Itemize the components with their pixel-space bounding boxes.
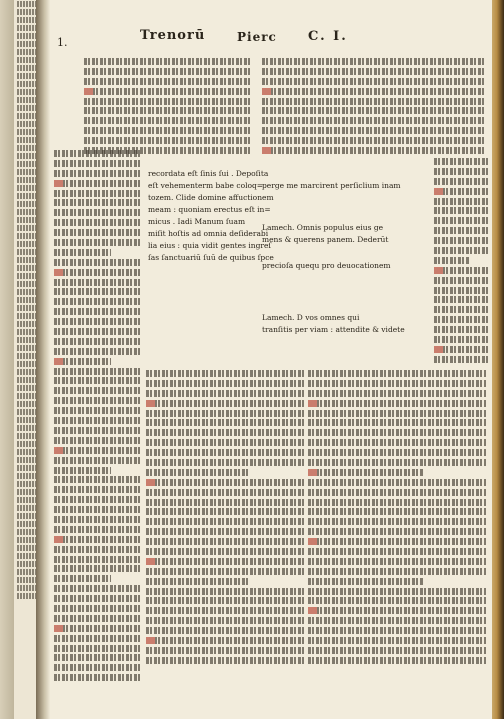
gloss-line	[146, 449, 304, 456]
previous-page-line	[17, 289, 38, 295]
gloss-line	[308, 400, 486, 407]
gloss-line	[54, 674, 142, 681]
gloss-line	[84, 88, 252, 95]
gloss-line	[84, 58, 252, 65]
previous-page-line	[17, 113, 38, 119]
gloss-line	[54, 536, 142, 543]
previous-page-line	[17, 305, 38, 311]
gloss-line	[54, 318, 142, 325]
previous-page-line	[17, 497, 38, 503]
previous-page-line	[17, 241, 38, 247]
previous-page-line	[17, 81, 38, 87]
gloss-line	[434, 178, 488, 185]
top-gloss-left	[84, 58, 252, 158]
gloss-line	[54, 506, 142, 513]
previous-page-line	[17, 481, 38, 487]
gloss-line	[308, 459, 486, 466]
gloss-line	[308, 370, 486, 377]
previous-page-line	[17, 137, 38, 143]
previous-page-line	[17, 9, 38, 15]
gloss-line	[308, 439, 486, 446]
previous-page-line	[17, 473, 38, 479]
gloss-line	[54, 447, 142, 454]
gloss-line	[54, 625, 142, 632]
lower-gloss-left	[146, 370, 304, 670]
right-text-line: Lamech. D vos omnes qui	[262, 313, 360, 322]
gloss-line	[54, 585, 142, 592]
previous-page-line	[17, 369, 38, 375]
gloss-line	[434, 316, 488, 323]
page-left-edge	[0, 0, 14, 719]
gloss-line	[262, 68, 484, 75]
gloss-line	[54, 150, 142, 157]
previous-page-line	[17, 433, 38, 439]
previous-page-line	[17, 345, 38, 351]
previous-page-line	[17, 209, 38, 215]
gloss-line	[54, 239, 142, 246]
previous-page-line	[17, 449, 38, 455]
gloss-line	[146, 578, 249, 585]
previous-page-line	[17, 561, 38, 567]
gloss-line	[54, 407, 142, 414]
main-text-line: lia eius : quia vidit gentes ingreſ	[148, 241, 272, 250]
gloss-line	[434, 188, 488, 195]
gloss-line	[146, 429, 304, 436]
gloss-line	[84, 137, 252, 144]
book-gutter	[36, 0, 50, 719]
previous-page-line	[17, 489, 38, 495]
gloss-line	[308, 469, 424, 476]
main-text-line: recordata eſt ſinis ſui . Depoſita	[148, 169, 269, 178]
previous-page-line	[17, 41, 38, 47]
gloss-line	[434, 227, 488, 234]
gloss-line	[308, 479, 486, 486]
lower-gloss-right	[308, 370, 486, 670]
gloss-line	[54, 209, 142, 216]
gloss-line	[54, 259, 142, 266]
previous-page-line	[17, 313, 38, 319]
gloss-line	[54, 358, 111, 365]
gloss-line	[308, 568, 486, 575]
running-header	[50, 28, 492, 48]
previous-page-line	[17, 537, 38, 543]
gloss-line	[308, 499, 486, 506]
gloss-line	[308, 419, 486, 426]
gloss-line	[146, 400, 304, 407]
gloss-line	[54, 486, 142, 493]
gloss-line	[84, 78, 252, 85]
previous-page-line	[17, 401, 38, 407]
gloss-line	[308, 429, 486, 436]
main-text-line: tozem. Clide domine affuctionem	[148, 193, 274, 202]
previous-page-line	[17, 161, 38, 167]
previous-page-line	[17, 361, 38, 367]
gloss-line	[262, 107, 484, 114]
gloss-line	[54, 328, 142, 335]
gloss-line	[146, 459, 304, 466]
gloss-line	[54, 348, 142, 355]
gloss-line	[146, 410, 304, 417]
gloss-line	[84, 107, 252, 114]
previous-page-line	[17, 457, 38, 463]
previous-page-line	[17, 25, 38, 31]
right-text-line: mens & querens panem. Dederūt	[262, 235, 389, 244]
gloss-line	[54, 556, 142, 563]
previous-page-line	[17, 521, 38, 527]
previous-page-line	[17, 465, 38, 471]
gloss-line	[308, 637, 486, 644]
gloss-line	[434, 287, 488, 294]
gloss-line	[54, 170, 142, 177]
previous-page-line	[17, 321, 38, 327]
gloss-line	[434, 356, 488, 363]
previous-page-line	[17, 377, 38, 383]
gloss-line	[54, 615, 142, 622]
gloss-line	[54, 575, 111, 582]
gloss-line	[262, 88, 484, 95]
header-right: C. I.	[308, 29, 348, 44]
previous-page-line	[17, 577, 38, 583]
previous-page-line	[17, 353, 38, 359]
main-text-line: micus . Iadi Manum ſuam	[148, 217, 246, 226]
gloss-line	[434, 326, 488, 333]
gloss-line	[146, 469, 249, 476]
right-text-column	[262, 180, 430, 336]
gloss-line	[308, 538, 486, 545]
gloss-line	[54, 605, 142, 612]
gloss-line	[308, 607, 486, 614]
gloss-line	[54, 377, 142, 384]
gloss-line	[146, 597, 304, 604]
previous-page-line	[17, 385, 38, 391]
previous-page-line	[17, 585, 38, 591]
previous-page-line	[17, 129, 38, 135]
previous-page-line	[17, 417, 38, 423]
gloss-line	[308, 380, 486, 387]
main-text-line: miſit hoſtis ad omnia deſiderabi	[148, 229, 269, 238]
gloss-line	[308, 597, 486, 604]
previous-page-line	[17, 89, 38, 95]
previous-page-line	[17, 281, 38, 287]
gloss-line	[54, 565, 142, 572]
gloss-line	[146, 538, 304, 545]
gloss-line	[146, 499, 304, 506]
previous-page-line	[17, 233, 38, 239]
gloss-line	[434, 257, 469, 264]
main-text-line: meam : quoniam erectus eſt in=	[148, 205, 271, 214]
gloss-line	[146, 627, 304, 634]
previous-page-line	[17, 225, 38, 231]
previous-page-line	[17, 329, 38, 335]
gloss-line	[54, 229, 142, 236]
gloss-line	[434, 158, 488, 165]
previous-page-line	[17, 57, 38, 63]
right-text-line: Lamech. Omnis populus eius ge	[262, 223, 384, 232]
gloss-line	[54, 516, 142, 523]
gloss-line	[262, 58, 484, 65]
previous-page-line	[17, 257, 38, 263]
gloss-line	[146, 548, 304, 555]
gloss-line	[308, 647, 486, 654]
gloss-line	[434, 277, 488, 284]
gloss-line	[54, 476, 142, 483]
previous-page-line	[17, 65, 38, 71]
gloss-line	[54, 654, 142, 661]
previous-page-line	[17, 249, 38, 255]
gloss-line	[54, 199, 142, 206]
gloss-line	[308, 410, 486, 417]
previous-page-line	[17, 593, 38, 599]
gloss-line	[54, 368, 142, 375]
previous-page-line	[17, 17, 38, 23]
gloss-line	[434, 207, 488, 214]
gloss-line	[84, 68, 252, 75]
gloss-line	[308, 617, 486, 624]
gloss-line	[146, 479, 304, 486]
gloss-line	[434, 217, 488, 224]
gloss-line	[262, 127, 484, 134]
gloss-line	[434, 346, 488, 353]
gloss-line	[146, 617, 304, 624]
previous-page-line	[17, 409, 38, 415]
gloss-line	[146, 439, 304, 446]
gloss-line	[54, 664, 142, 671]
gloss-line	[54, 249, 111, 256]
gloss-line	[146, 370, 304, 377]
previous-page-line	[17, 121, 38, 127]
gloss-line	[54, 308, 142, 315]
gloss-line	[54, 298, 142, 305]
gloss-line	[54, 288, 142, 295]
gloss-line	[84, 117, 252, 124]
gloss-line	[146, 508, 304, 515]
gloss-line	[308, 508, 486, 515]
previous-page-line	[17, 569, 38, 575]
gloss-line	[54, 269, 142, 276]
gloss-line	[434, 267, 488, 274]
gloss-line	[146, 588, 304, 595]
gloss-line	[434, 296, 488, 303]
top-gloss-right	[262, 58, 484, 158]
previous-page-line	[17, 1, 38, 7]
gloss-line	[84, 127, 252, 134]
gloss-line	[308, 578, 424, 585]
gloss-line	[54, 397, 142, 404]
previous-page-line	[17, 217, 38, 223]
gloss-line	[308, 558, 486, 565]
gloss-line	[54, 190, 142, 197]
right-text-line: tranſitis per viam : attendite & videte	[262, 325, 405, 334]
outer-gloss-column	[54, 150, 142, 690]
gloss-line	[54, 427, 142, 434]
previous-page-line	[17, 297, 38, 303]
gloss-line	[54, 437, 142, 444]
gloss-line	[146, 489, 304, 496]
gloss-line	[308, 518, 486, 525]
gloss-line	[262, 78, 484, 85]
previous-page-line	[17, 529, 38, 535]
gloss-line	[146, 528, 304, 535]
header-left: Trenorū	[140, 28, 206, 43]
gloss-line	[308, 627, 486, 634]
previous-page-line	[17, 425, 38, 431]
gloss-line	[54, 546, 142, 553]
main-text-line: ſas ſanctuariū ſuū de quibus ſpce	[148, 253, 274, 262]
gloss-line	[54, 457, 142, 464]
gloss-line	[54, 526, 142, 533]
gloss-line	[84, 98, 252, 105]
header-middle: Pierc	[237, 30, 277, 44]
gloss-line	[308, 489, 486, 496]
previous-page-line	[17, 393, 38, 399]
gloss-line	[146, 419, 304, 426]
previous-page-line	[17, 505, 38, 511]
previous-page-line	[17, 33, 38, 39]
gloss-line	[434, 168, 488, 175]
gloss-line	[146, 558, 304, 565]
gloss-line	[146, 657, 304, 664]
previous-page-line	[17, 441, 38, 447]
previous-page-line	[17, 105, 38, 111]
gloss-line	[308, 588, 486, 595]
gloss-line	[54, 496, 142, 503]
gloss-line	[146, 390, 304, 397]
gloss-line	[262, 137, 484, 144]
main-text-line: eſt vehementerm babe coloq=	[148, 181, 264, 190]
gloss-line	[434, 306, 488, 313]
gloss-line	[146, 637, 304, 644]
previous-page-line	[17, 273, 38, 279]
gloss-line	[54, 279, 142, 286]
previous-page-line	[17, 193, 38, 199]
gloss-line	[434, 237, 488, 244]
gloss-line	[434, 247, 488, 254]
gloss-line	[308, 528, 486, 535]
right-text-line: perge me marcirent perſiclium inam	[262, 181, 401, 190]
previous-page-line	[17, 97, 38, 103]
gloss-line	[146, 647, 304, 654]
gloss-line	[434, 336, 488, 343]
previous-page-line	[17, 337, 38, 343]
gloss-line	[308, 390, 486, 397]
gloss-line	[146, 568, 304, 575]
previous-page-line	[17, 201, 38, 207]
gloss-line	[54, 635, 142, 642]
previous-page-line	[17, 185, 38, 191]
gloss-line	[54, 645, 142, 652]
previous-page-line	[17, 169, 38, 175]
previous-page-line	[17, 73, 38, 79]
folio-number: 1.	[57, 36, 68, 49]
gloss-line	[54, 595, 142, 602]
gloss-line	[262, 117, 484, 124]
gloss-line	[54, 467, 111, 474]
previous-page-line	[17, 513, 38, 519]
gloss-line	[54, 160, 142, 167]
gloss-line	[308, 449, 486, 456]
gloss-line	[54, 417, 142, 424]
right-text-line: precioſa quequ pro deuocationem	[262, 261, 391, 270]
previous-page-line	[17, 545, 38, 551]
gloss-line	[262, 98, 484, 105]
gloss-line	[54, 387, 142, 394]
previous-page-line	[17, 177, 38, 183]
gloss-line	[54, 219, 142, 226]
book-fore-edge	[492, 0, 504, 719]
gloss-line	[308, 657, 486, 664]
gloss-line	[146, 607, 304, 614]
right-gloss-column	[434, 158, 488, 368]
gloss-line	[146, 380, 304, 387]
previous-page-line	[17, 265, 38, 271]
gloss-line	[146, 518, 304, 525]
gloss-line	[54, 180, 142, 187]
main-text-column	[148, 168, 274, 264]
gloss-line	[262, 147, 484, 154]
previous-page-line	[17, 153, 38, 159]
previous-page-line	[17, 553, 38, 559]
gloss-line	[308, 548, 486, 555]
previous-page-line	[17, 145, 38, 151]
manuscript-page	[50, 0, 492, 719]
gloss-line	[54, 338, 142, 345]
gloss-line	[434, 198, 488, 205]
previous-page-line	[17, 49, 38, 55]
